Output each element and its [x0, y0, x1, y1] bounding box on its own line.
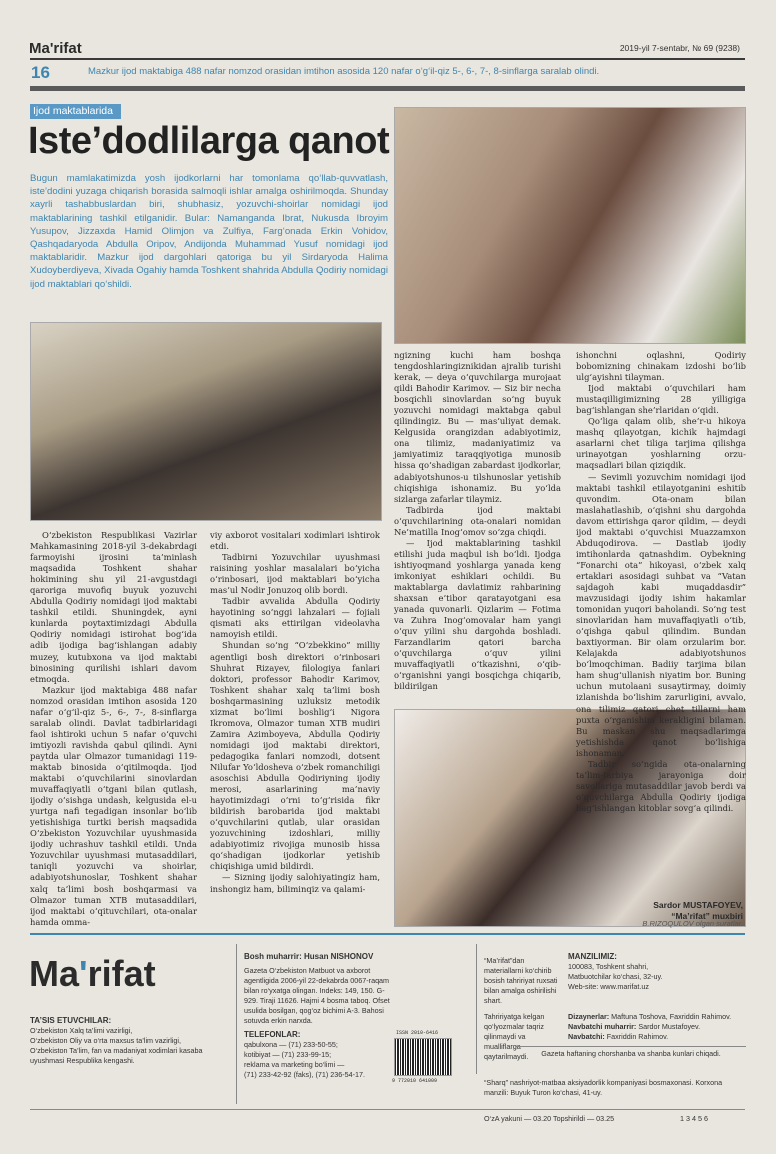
- footer-logo-accent: ': [79, 953, 88, 994]
- issue-date: 2019-yil 7-sentabr, № 69 (9238): [619, 43, 740, 53]
- footer-bottom-rule: [30, 1109, 745, 1110]
- paragraph: Qo‘liga qalam olib, she’r-u hikoya mashq qilayotgan, kichik hajmdagi asarlarni chet tiliga tarjima qilishga urinayotgan yoshlarning orzu-maqsadlari bilan qiziqdik.: [576, 416, 746, 471]
- photo-credit: B.RIZOQULOV olgan suratlar.: [642, 919, 743, 928]
- staff-name: Maftuna Toshova, Faxriddin Rahimov.: [611, 1012, 732, 1021]
- phone-line: kotibiyat — (71) 233-99-15;: [244, 1050, 332, 1059]
- article-lead: Bugun mamlakatimizda yosh ijodkorlarni har tomonlama qo‘llab-quvvatlash, iste’dodini yuzaga chiqarish borasida salmoqli ishlar amalga oshirilmoqda. Shunday xayrli tashabbuslardan biri, shubhasiz, yozuvchi-shoirlar nomidagi ijod maktablarining tashkil etilganidir. Bular: Namanganda Ibrat, Nukusda Ibroyim Yusupov, Jizzaxda Hamid Olimjon va Zulfiya, Farg‘onada Erkin Vohidov, Qashqadaryoda Abdulla Oripov, Andijonda Muhammad Yusuf nomidagi ijod maktablaridir. Mazkur ijod dargohlari qatoriga bu yil Sirdaryoda Halima Xudoyberdiyeva, Xivada Ogahiy hamda Toshkent shahrida Abdulla Qodiriy nomidagi ijod maktablari qo‘shildi.: [30, 173, 388, 290]
- article-column-2: [210, 530, 380, 895]
- staff-name: Faxriddin Rahimov.: [606, 1032, 669, 1041]
- address-title: MANZILIMIZ:: [568, 952, 617, 961]
- paragraph: Tadbir avvalida Abdulla Qodiriy hayotining so‘nggi lahzalari — fojiali qismati aks ettirilgan videolavha namoyish etildi.: [210, 596, 380, 640]
- footer-divider: [476, 944, 477, 1074]
- paragraph: Tadbirni Yozuvchilar uyushmasi raisining yoshlar masalalari bo‘yicha o‘rinbosari, ijod maktablari bo‘yicha mas’ul Nodir Jonuzoq olib bordi.: [210, 552, 380, 596]
- footer-divider: [236, 944, 237, 1104]
- rubric-label: Ijod maktablarida: [30, 104, 121, 119]
- staff-role: Navbatchi muharrir:: [568, 1022, 637, 1031]
- phone-line: (71) 233-42-92 (faks), (71) 236-54-17.: [244, 1070, 366, 1079]
- phone-line: qabulxona — (71) 233-50-55;: [244, 1040, 338, 1049]
- printer-info: “Sharq” nashriyot-matbaa aksiyadorlik kompaniyasi bosmaxonasi. Korxona manzili: Buyuk Turon ko‘chasi, 41-uy.: [484, 1078, 723, 1097]
- page-markers: 1 3 4 5 6: [680, 1114, 708, 1123]
- author-role: “Ma’rifat” muxbiri: [671, 911, 743, 921]
- founders-block: [30, 1016, 230, 1066]
- masthead-logo: Ma'rifat: [29, 40, 82, 57]
- photo-speakers-table: [30, 322, 382, 521]
- founder: O‘zbekiston Oliy va o‘rta maxsus ta’lim vazirligi,: [30, 1036, 181, 1045]
- staff-role: Navbatchi:: [568, 1032, 605, 1041]
- paragraph: — Ijod maktablarining tashkil etilishi juda maqbul ish bo‘ldi. Ijodga ishtiyoqmand yoshlarga yanada keng imkoniyat eshiklari ochildi. Bu maktablarga davlatimiz rahbarining shaxsan e’tibor qaratayotgani esa yanada quvonarli. Qizlarim — Fotima va Zuhra Inog‘omovalar ham yangi o‘quv yilini shu dargohda boshladi. Farzandlarim qatori barcha o‘quvchilarga o‘quv yilini muvaffaqiyatli o‘tkazishni, o‘qib-o‘rganishni yangi bosqichga chiqarib, bildirilgan: [394, 537, 561, 692]
- footer-logo: [29, 953, 156, 995]
- editor-block: [244, 952, 392, 1080]
- founder: O‘zbekiston Xalq ta’limi vazirligi,: [30, 1026, 133, 1035]
- phones-title: TELEFONLAR:: [244, 1030, 301, 1039]
- reprint-note: “Ma’rifat”dan materiallarni ko‘chirib bosish tahririyat ruxsati bilan amalga oshirilishi shart.: [484, 956, 558, 1005]
- barcode-number: 9 772010 641009: [392, 1078, 438, 1084]
- founders-title: TA’SIS ETUVCHILAR:: [30, 1016, 112, 1025]
- header-rule: [30, 58, 745, 60]
- registration-info: Gazeta O‘zbekiston Matbuot va axborot agentligida 2006-yil 22-dekabrda 0067-raqam bilan ro‘yxatga olingan. Indeks: 149, 150. G-929. Tiraji 11626. Hajmi 4 bosma taboq. Ofset usulida bosilgan, qog‘oz bichimi A-3. Bahosi sotuvda erkin narxda.: [244, 966, 390, 1025]
- phone-line: reklama va marketing bo‘limi —: [244, 1060, 345, 1069]
- staff-name: Sardor Mustafoyev.: [638, 1022, 701, 1031]
- paragraph: — Sevimli yozuvchim nomidagi ijod maktabi tashkil etilayotganini eshitib quvondim. Ota-onam bilan maslahatlashib, o‘qishni shu dargohda davom ettirishga qaror qildim, — deydi ijod maktabi o‘quvchisi Muazzamxon Abduqodirova. — Dastlab ijodiy imtihonlarda qatnashdim. Oybekning “Fonarchi ota” hikoyasi, o‘zbek xalq ertaklari asosidagi suhbat va “Vatan sajdagoh kabi muqaddasdir” mavzusidagi ijodiy ishim hakamlar tomonidan yuqori baholandi. So‘ng test sinovlaridan ham muvaffaqiyatli o‘tib, o‘qishga qabul qilindim. Bundan baxtiyorman. Bir olam orzularim bor. Kelajakda adabiyotshunos bo‘lmoqchiman. Badiiy tarjima bilan ham shug‘ullanish niyatim bor. Buning uchun mutolaani susaytirmay, doimiy izlanishda bo‘lishim zarurligini, avvalo, ona tilimiz qatori chet tillarni ham puxta o‘rganishim kerakligini bilaman. Bu maskan shu maqsadlarimga yetishishda qanot bo‘lishiga ishonaman.: [576, 471, 746, 758]
- footer-logo-part: Ma: [29, 953, 80, 994]
- chief-editor: Bosh muharrir: Husan NISHONOV: [244, 952, 374, 961]
- paragraph: Tadbir so‘ngida ota-onalarning ta’lim-tarbiya jarayoniga doir savollariga mutasaddilar javob berdi va o‘quvchilarga Abdulla Qodiriy ijodiga bag‘ishlangan kitoblar sovg‘a qilindi.: [576, 758, 746, 813]
- paragraph: ishonchni oqlashni, Qodiriy bobomizning chinakam izdoshi bo‘lib ulg‘ayishni tilayman.: [576, 350, 746, 383]
- address-line: Matbuotchilar ko‘chasi, 32-uy.: [568, 972, 663, 981]
- address-block: [568, 952, 746, 992]
- address-line: Web-site: www.marifat.uz: [568, 982, 649, 991]
- paragraph: ngizning kuchi ham boshqa tengdoshlaringiznikidan ajralib turishi kerak, — deya o‘quvchilarga murojaat qildi Bahodir Karimov. — Siz bir necha bosqichli sinovlardan so‘ng buyuk yozuvchi nomidagi maktabga qabul qilindingiz. Bu — mas’uliyat demak. Kelgusida orangizdan adabiyotimiz, ona tilimiz, madaniyatimiz va jamiyatimiz taraqqiyotiga munosib hissa qo‘shadigan zabardast ijodkorlar, adabiyotshunos-u tilshunoslar yetishib chiqishiga ishonamiz. Bu yo‘lda sizlarga zafarlar tilaymiz.: [394, 350, 561, 504]
- staff-block: [568, 1012, 746, 1042]
- barcode: [394, 1038, 452, 1076]
- footer-rule: [30, 933, 745, 935]
- paragraph: — Sizning ijodiy salohiyatingiz ham, inshongiz ham, biliminqiz va qalami-: [210, 872, 380, 894]
- issn-label: ISSN 2010-6416: [396, 1030, 439, 1036]
- publication-schedule: Gazeta haftaning chorshanba va shanba kunlari chiqadi.: [516, 1046, 746, 1059]
- article-column-1: [30, 530, 197, 928]
- photo-girl-reciting: [394, 107, 746, 344]
- founder: O‘zbekiston Ta’lim, fan va madaniyat xodimlari kasaba uyushmasi Respublika kengashi.: [30, 1046, 203, 1065]
- staff-role: Dizaynerlar:: [568, 1012, 610, 1021]
- paragraph: Ijod maktabi o‘quvchilari ham mustaqilligimizning 28 yilligiga bag‘ishlangan she’rlaridan o‘qidi.: [576, 383, 746, 416]
- address-line: 100083, Toshkent shahri,: [568, 962, 649, 971]
- author-name: Sardor MUSTAFOYEV,: [653, 900, 743, 910]
- article-column-4: [576, 350, 746, 813]
- paragraph: Mazkur ijod maktabiga 488 nafar nomzod orasidan imtihon asosida 120 nafar o‘g‘il-qiz 5-, 6-, 7-, 8-sinflarga saralab olindi. Davlat tadbirlaridagi faol ishtiroki uchun 5 nafar o‘quvchi imtiyozli ravishda qabul qilindi. Ayni paytda ular Olmazor tumanidagi 119-maktab binosida o‘qitilmoqda. Ijod maktabi o‘quvchilarini sinovlardan muvaffaqiyatli o‘tgani bilan qutlash, ijodiy o‘sishga undash, kelgusida el-u yurtga nafi tegadigan insonlar bo‘lib yetishishiga turtki berish maqsadida O‘zbekiston Yozuvchilar uyushmasida ijodiy uchrashuv tashkil etildi. Unda Yozuvchilar uyushmasi mutasaddilari, taniqli yozuvchi va shoirlar, adabiyotshunoslar, Toshkent shahar xalq ta’limi bosh boshqarmasi va Olmazor tuman XTB mutasaddilari, ijod maktabi o‘qituvchilari, ota-onalar hamda omma-: [30, 684, 197, 927]
- header-strip-text: Mazkur ijod maktabiga 488 nafar nomzod orasidan imtihon asosida 120 nafar o‘g‘il-qiz 5-, 6-, 7-, 8-sinflarga saralab olindi.: [88, 66, 600, 77]
- article-title: Iste’dodlilarga qanot: [28, 120, 390, 162]
- paragraph: Tadbirda ijod maktabi o‘quvchilarining ota-onalari nomidan Ne’matilla Inog‘omov so‘zga chiqdi.: [394, 504, 561, 537]
- page-number: 16: [31, 63, 50, 82]
- manuscript-note: Tahririyatga kelgan qo‘lyozmalar taqriz qilinmaydi va mualliflarga qaytarilmaydi.: [484, 1012, 545, 1061]
- paragraph: Shundan so‘ng “O‘zbekkino” milliy agentligi bosh direktori o‘rinbosari Shuhrat Rizayev, filologiya fanlari doktori, professor Bahodir Karimov, Toshkent shahar xalq ta’limi bosh boshqarmasining uzluksiz metodik xizmat bo‘limi boshlig‘i Nigora Ikromova, Olmazor tuman XTB mudiri Zamira Azimboyeva, Abdulla Qodiriy nomidagi ijod maktabi direktori, pedagogika fanlari nomzodi, dotsent Nilufar Yo‘ldosheva o‘zbek romanchiligi asoschisi Abdulla Qodiriyning ijodiy merosi, asarlarining ma’naviy hayotimizdagi o‘rni to‘g‘risida fikr bildirish barobarida ijod maktabi o‘quvchilarini qutlab, ular orasidan yozuvchining izdoshlari, milliy adabiyotimiz rivojiga munosib hissa qo‘shadigan ijodkorlar yetishib chiqishiga umid bildirdi.: [210, 640, 380, 872]
- article-column-3: [394, 350, 561, 692]
- header-thick-rule: [30, 86, 745, 91]
- footer-logo-part: rifat: [87, 953, 156, 994]
- paragraph: O‘zbekiston Respublikasi Vazirlar Mahkamasining 2018-yil 3-dekabrdagi farmoyishi ijrosini ta’minlash maqsadida Toshkent shahar hokimining shu yil 21-avgustdagi qaroriga muvofiq buyuk yozuvchi Abdulla Qodiriy nomidagi ijod maktabi tashkil etildi. Shuningdek, ayni kunlarda poytaxtimizdagi Abdulla Qodiriy nomidagi istirohat bog‘ida adib ijodiga bag‘ishlangan adabiy muzey, kutubxona va ijod maktabi binosining qurilishi ishlari davom etmoqda.: [30, 530, 197, 684]
- paragraph: viy axborot vositalari xodimlari ishtirok etdi.: [210, 530, 380, 552]
- print-times: O‘zA yakuni — 03.20 Topshirildi — 03.25: [484, 1114, 615, 1123]
